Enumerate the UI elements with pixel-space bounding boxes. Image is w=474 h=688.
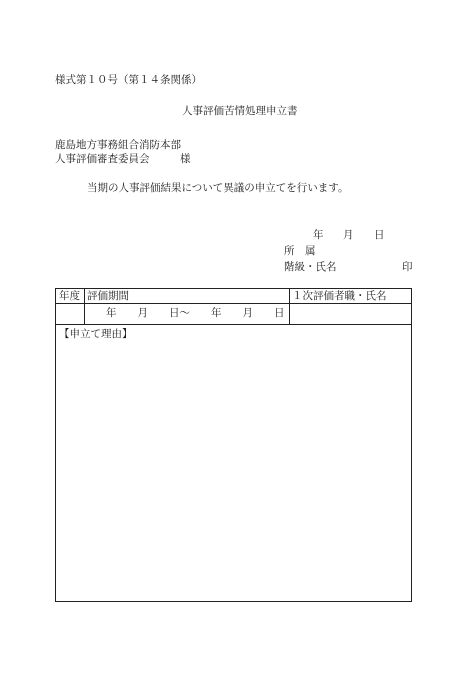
seal-label: 印 — [402, 261, 413, 273]
date-month: 月 — [343, 229, 354, 241]
date-day: 日 — [374, 229, 385, 241]
reason-label: 【申立て理由】 — [59, 328, 133, 340]
document-title: 人事評価苦情処理申立書 — [182, 105, 298, 117]
table-col-divider-1 — [84, 289, 85, 324]
statement-text: 当期の人事評価結果について異議の申立てを行います。 — [87, 182, 349, 194]
addressee-committee: 人事評価審査委員会 — [55, 153, 150, 165]
addressee-honorific: 様 — [180, 153, 191, 165]
rank-name-label: 階級・氏名 — [284, 261, 337, 273]
addressee-organization: 鹿島地方事務組合消防本部 — [55, 139, 181, 151]
evaluator-header: １次評価者職・氏名 — [292, 290, 387, 302]
table-header-divider — [56, 303, 411, 304]
affiliation-label: 所 属 — [284, 245, 316, 257]
table-col-divider-2 — [289, 289, 290, 324]
year-header: 年度 — [59, 290, 80, 302]
form-number: 様式第１０号（第１４条関係） — [55, 74, 202, 86]
date-year: 年 — [313, 229, 324, 241]
period-header: 評価期間 — [87, 290, 129, 302]
evaluation-period-value: 年 月 日～ 年 月 日 — [106, 307, 285, 319]
table-row-divider — [56, 324, 411, 325]
application-table — [55, 288, 412, 602]
